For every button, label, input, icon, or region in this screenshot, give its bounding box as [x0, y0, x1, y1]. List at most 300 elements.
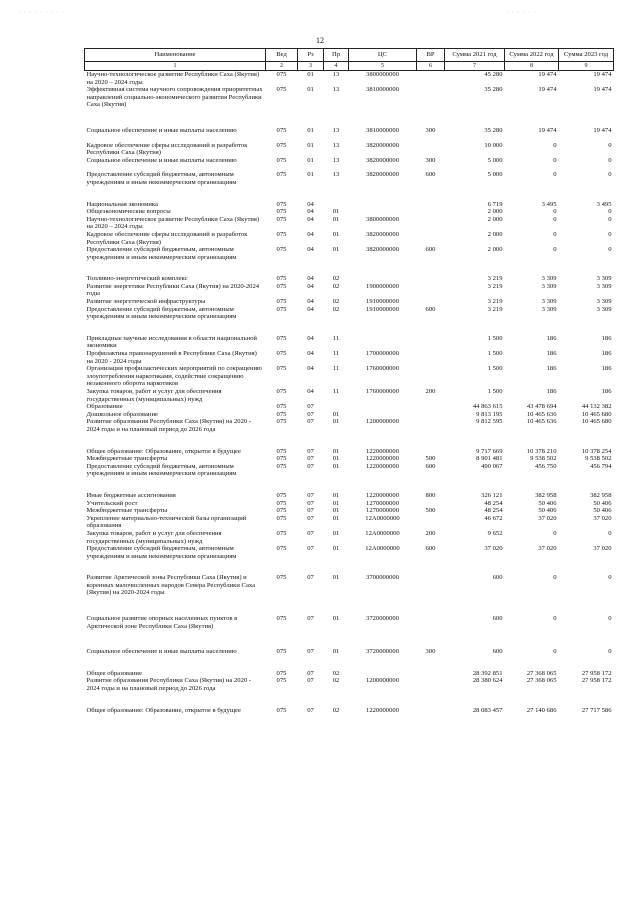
- spacer-cell: [85, 109, 614, 127]
- header-vr: ВР: [417, 49, 445, 62]
- table-row: [85, 515, 614, 530]
- cell-rz: 07: [307, 499, 314, 507]
- cell-ved: 075: [276, 648, 287, 656]
- spacer-cell: [85, 321, 614, 335]
- cell-rz: 04: [307, 200, 314, 208]
- cell-sum-2021: 600: [492, 615, 503, 623]
- cell-sum-2022: 50 406: [538, 499, 557, 507]
- cell-sum-2022: 0: [553, 246, 557, 254]
- table-row: [85, 283, 614, 298]
- cell-sum-2022: 0: [553, 215, 557, 223]
- table-row: [85, 216, 614, 231]
- cell-rz: 01: [307, 156, 314, 164]
- cell-rz: 01: [307, 126, 314, 134]
- cell-name: Развитие Арктической зоны Республики Саха (Якутия) и коренных малочисленных народов Севера Республики Саха (Якутия) на 2020-2024 годы: [86, 574, 256, 597]
- cell-sum-2022: 0: [553, 156, 557, 164]
- cell-sum-2022: 382 958: [535, 491, 557, 499]
- cell-ved: 075: [276, 507, 287, 515]
- cell-rz: 07: [307, 491, 314, 499]
- cell-sum-2023: 37 020: [593, 514, 612, 522]
- cell-name: Предоставление субсидий бюджетным, автономным учреждениям и иным некоммерческим организациям: [86, 462, 237, 478]
- cell-rz: 04: [307, 388, 314, 395]
- table-spacer-row: [85, 135, 614, 142]
- cell-vr: [417, 677, 445, 692]
- cell-cs: [349, 403, 417, 411]
- cell-sum-2021: 5 000: [487, 156, 503, 164]
- cell-sum-2023: 27 717 586: [581, 706, 612, 714]
- spacer-cell: [85, 135, 614, 142]
- cell-pr: 11: [332, 365, 340, 373]
- table-row: [85, 157, 614, 165]
- cell-vr: 800: [425, 491, 436, 499]
- cell-vr: 200: [425, 388, 436, 395]
- cell-pr: 01: [332, 230, 340, 238]
- cell-name: Предоставление субсидий бюджетным, автономным учреждениям и иным некоммерческим организациям: [86, 171, 237, 186]
- cell-sum-2023: 9 538 502: [585, 455, 612, 463]
- cell-name: Иные бюджетные ассигнования: [86, 491, 176, 499]
- cell-ved: 075: [276, 529, 287, 537]
- cell-vr: [417, 500, 445, 508]
- column-index: 8: [505, 62, 559, 71]
- cell-ved: 075: [276, 499, 287, 507]
- cell-sum-2022: 3 309: [541, 275, 557, 283]
- cell-name: Общее образование: Образование, открытое в будущее: [86, 447, 241, 455]
- table-row: [85, 403, 614, 411]
- cell-ved: 075: [276, 669, 287, 677]
- cell-rz: 07: [307, 545, 314, 553]
- table-spacer-row: [85, 164, 614, 171]
- table-spacer-row: [85, 597, 614, 615]
- table-row: [85, 455, 614, 463]
- table-row: [85, 127, 614, 135]
- table-spacer-row: [85, 321, 614, 335]
- cell-vr: 600: [425, 545, 436, 553]
- cell-sum-2021: 1 500: [487, 350, 503, 358]
- cell-pr: 01: [332, 246, 340, 254]
- table-spacer-row: [85, 434, 614, 448]
- cell-pr: 01: [332, 615, 340, 623]
- cell-pr: 02: [332, 706, 340, 714]
- cell-sum-2021: 2 000: [487, 230, 503, 238]
- cell-vr: [417, 365, 445, 388]
- cell-vr: [417, 403, 445, 411]
- cell-sum-2023: 0: [608, 141, 612, 149]
- column-index-row: [85, 62, 614, 71]
- table-row: [85, 615, 614, 630]
- cell-ved: 075: [276, 455, 287, 463]
- cell-pr: 02: [332, 305, 340, 313]
- cell-ved: 075: [276, 298, 287, 306]
- cell-cs: 1220000000: [366, 462, 399, 470]
- cell-sum-2023: 3 495: [596, 200, 612, 208]
- cell-cs: 1700000000: [366, 350, 399, 358]
- cell-cs: [349, 670, 417, 678]
- cell-sum-2023: 0: [608, 529, 612, 537]
- cell-cs: 1270000000: [366, 507, 399, 515]
- cell-sum-2021: 9 652: [487, 529, 503, 537]
- cell-pr: 01: [332, 215, 340, 223]
- cell-pr: 02: [332, 298, 340, 306]
- cell-ved: 075: [276, 246, 287, 254]
- budget-table: [84, 48, 614, 714]
- cell-sum-2023: 0: [608, 215, 612, 223]
- cell-rz: 04: [307, 298, 314, 306]
- table-row: [85, 86, 614, 109]
- cell-sum-2021: 2 000: [487, 246, 503, 254]
- cell-sum-2021: 5 000: [487, 171, 503, 179]
- cell-name: Дошкольное образование: [86, 410, 158, 418]
- cell-sum-2022: 186: [546, 334, 557, 342]
- cell-ved: 075: [276, 200, 287, 208]
- cell-sum-2021: 8 901 481: [476, 455, 503, 463]
- spacer-cell: [85, 164, 614, 171]
- cell-cs: 3700000000: [366, 574, 399, 582]
- cell-sum-2022: 0: [553, 529, 557, 537]
- column-index: 9: [559, 62, 614, 71]
- cell-name: Профилактика правонарушений в Республике Саха (Якутия) на 2020 - 2024 годы: [86, 350, 257, 365]
- cell-rz: 07: [307, 455, 314, 463]
- cell-sum-2022: 0: [553, 615, 557, 623]
- cell-cs: 3800000000: [366, 215, 399, 223]
- cell-ved: 075: [276, 615, 287, 623]
- cell-vr: [417, 86, 445, 109]
- cell-name: Развитие энергетической инфраструктуры: [86, 298, 206, 306]
- cell-sum-2021: 35 280: [484, 126, 503, 134]
- cell-vr: [417, 208, 445, 216]
- cell-pr: 01: [332, 507, 340, 515]
- cell-ved: 075: [276, 215, 287, 223]
- cell-rz: 04: [307, 230, 314, 238]
- cell-cs: [349, 335, 417, 350]
- cell-sum-2021: 44 863 615: [472, 403, 503, 411]
- cell-sum-2022: 37 020: [538, 545, 557, 553]
- table-row: [85, 365, 614, 388]
- table-row: [85, 677, 614, 692]
- cell-vr: [417, 231, 445, 246]
- cell-name: Предоставление субсидий бюджетным, автономным учреждениям и иным некоммерческим организациям: [86, 545, 237, 560]
- cell-rz: 07: [307, 669, 314, 677]
- cell-rz: 07: [307, 648, 314, 656]
- cell-vr: 600: [425, 246, 436, 254]
- column-index: 6: [417, 62, 445, 71]
- cell-sum-2023: 3 309: [596, 305, 612, 313]
- cell-sum-2022: 50 406: [538, 507, 557, 515]
- spacer-cell: [85, 597, 614, 615]
- cell-rz: 01: [307, 86, 314, 94]
- cell-rz: 04: [307, 350, 314, 358]
- cell-sum-2022: 0: [553, 171, 557, 179]
- cell-sum-2022: 19 474: [538, 71, 557, 78]
- cell-sum-2023: 10 378 254: [581, 447, 612, 455]
- cell-rz: 07: [307, 529, 314, 537]
- cell-cs: 1200000000: [366, 418, 399, 426]
- cell-vr: 500: [425, 455, 436, 463]
- spacer-cell: [85, 656, 614, 670]
- header-sum-2021: Сумма 2021 год: [445, 49, 505, 62]
- cell-ved: 075: [276, 388, 287, 395]
- cell-sum-2022: 3 495: [541, 200, 557, 208]
- cell-pr: 01: [332, 499, 340, 507]
- cell-sum-2023: 50 406: [593, 499, 612, 507]
- cell-cs: 1760000000: [366, 365, 399, 373]
- table-row: [85, 388, 614, 403]
- cell-cs: 3810000000: [366, 126, 399, 134]
- cell-sum-2021: 2 000: [487, 208, 503, 216]
- cell-rz: 04: [307, 215, 314, 223]
- cell-pr: 01: [332, 208, 340, 216]
- cell-vr: [417, 71, 445, 87]
- cell-sum-2022: 3 309: [541, 305, 557, 313]
- table-row: [85, 507, 614, 515]
- cell-sum-2023: 186: [601, 388, 612, 395]
- header-name: Наименование: [85, 49, 266, 62]
- cell-sum-2022: 10 378 210: [526, 447, 557, 455]
- cell-ved: 075: [276, 275, 287, 283]
- cell-cs: 1910000000: [366, 305, 399, 313]
- cell-sum-2023: 0: [608, 574, 612, 582]
- cell-vr: 600: [425, 171, 436, 179]
- cell-sum-2021: 35 280: [484, 86, 503, 94]
- cell-sum-2021: 3 219: [487, 298, 503, 306]
- cell-pr: 01: [332, 491, 340, 499]
- cell-pr: 01: [332, 447, 340, 455]
- cell-sum-2022: 456 750: [535, 462, 557, 470]
- cell-sum-2021: 600: [492, 648, 503, 656]
- cell-ved: 075: [276, 156, 287, 164]
- cell-name: Топливно-энергетический комплекс: [86, 275, 188, 283]
- table-row: [85, 335, 614, 350]
- cell-vr: [417, 142, 445, 157]
- cell-rz: 07: [307, 403, 314, 411]
- cell-vr: [417, 615, 445, 630]
- cell-cs: 1200000000: [366, 677, 399, 685]
- column-index: 3: [298, 62, 324, 71]
- cell-pr: 01: [332, 514, 340, 522]
- cell-cs: 1760000000: [366, 388, 399, 395]
- cell-sum-2023: 382 958: [590, 491, 612, 499]
- cell-sum-2022: 10 465 636: [526, 418, 557, 426]
- table-row: [85, 71, 614, 87]
- cell-rz: 07: [307, 410, 314, 418]
- cell-name: Укрепление материально-технической базы организаций образования: [86, 514, 247, 530]
- cell-rz: 07: [307, 507, 314, 515]
- cell-sum-2023: 37 020: [593, 545, 612, 553]
- cell-name: Прикладные научные исследования в области национальной экономики: [86, 334, 257, 350]
- cell-pr: 13: [332, 126, 340, 134]
- page-number: 12: [316, 36, 324, 45]
- cell-cs: 1220000000: [366, 447, 399, 455]
- cell-sum-2021: 9 812 595: [476, 418, 503, 426]
- cell-pr: 01: [332, 455, 340, 463]
- cell-name: Развитие образования Республики Саха (Якутия) на 2020 - 2024 годы и на плановый период до 2026 года: [86, 677, 252, 693]
- cell-sum-2022: 0: [553, 230, 557, 238]
- table-row: [85, 448, 614, 456]
- cell-sum-2023: 456 794: [590, 462, 612, 470]
- cell-sum-2023: 10 465 680: [581, 418, 612, 426]
- cell-pr: 02: [332, 677, 340, 685]
- cell-cs: 3720000000: [366, 615, 399, 623]
- cell-cs: 12А0000000: [365, 514, 400, 522]
- cell-sum-2022: 19 474: [538, 126, 557, 134]
- cell-cs: 3800000000: [366, 71, 399, 78]
- cell-sum-2023: 0: [608, 208, 612, 216]
- cell-sum-2021: 10 000: [484, 141, 503, 149]
- cell-sum-2021: 600: [492, 574, 503, 582]
- header-sum-2023: Сумма 2023 год: [559, 49, 614, 62]
- cell-sum-2021: 48 254: [484, 507, 503, 515]
- cell-name: Организация профилактических мероприятий по сокращению злоупотребления наркотиками, содействие сокращению незаконного оборота наркотиков: [86, 365, 262, 388]
- cell-name: Закупка товаров, работ и услуг для обеспечения государственных (муниципальных) нужд: [86, 388, 222, 403]
- cell-sum-2021: 28 083 457: [472, 706, 503, 714]
- cell-sum-2023: 0: [608, 615, 612, 623]
- table-spacer-row: [85, 261, 614, 275]
- cell-ved: 075: [276, 410, 287, 418]
- cell-ved: 075: [276, 208, 287, 216]
- cell-sum-2021: 28 392 851: [472, 669, 503, 677]
- header-ved: Вед: [266, 49, 298, 62]
- cell-ved: 075: [276, 126, 287, 134]
- cell-cs: 1910000000: [366, 298, 399, 306]
- column-index: 7: [445, 62, 505, 71]
- cell-pr: 02: [332, 275, 340, 283]
- cell-cs: 3810000000: [366, 86, 399, 94]
- cell-ved: 075: [276, 462, 287, 470]
- cell-pr: 11: [332, 350, 340, 358]
- cell-name: Общеэкономические вопросы: [86, 208, 171, 216]
- spacer-cell: [85, 630, 614, 648]
- table-row: [85, 530, 614, 545]
- cell-cs: 3820000000: [366, 141, 399, 149]
- cell-rz: 04: [307, 365, 314, 373]
- cell-sum-2021: 1 500: [487, 334, 503, 342]
- cell-sum-2023: 19 474: [593, 126, 612, 134]
- cell-vr: [417, 574, 445, 597]
- table-row: [85, 231, 614, 246]
- cell-cs: 3820000000: [366, 156, 399, 164]
- cell-ved: 075: [276, 447, 287, 455]
- cell-ved: 075: [276, 574, 287, 582]
- cell-rz: 01: [307, 171, 314, 179]
- header-rz: Рз: [298, 49, 324, 62]
- cell-vr: [417, 448, 445, 456]
- cell-vr: 600: [425, 305, 436, 313]
- cell-name: Межбюджетные трансферты: [86, 507, 168, 515]
- cell-sum-2023: 3 309: [596, 282, 612, 290]
- table-row: [85, 411, 614, 419]
- cell-name: Кадровое обеспечение сферы исследований и разработок Республики Саха (Якутия): [86, 141, 248, 157]
- column-index: 4: [324, 62, 349, 71]
- table-header-row: [85, 49, 614, 62]
- cell-sum-2023: 0: [608, 648, 612, 656]
- cell-sum-2023: 27 958 172: [581, 669, 612, 677]
- spacer-cell: [85, 478, 614, 492]
- cell-ved: 075: [276, 350, 287, 358]
- table-row: [85, 500, 614, 508]
- column-index: 5: [349, 62, 417, 71]
- cell-rz: 04: [307, 275, 314, 283]
- table-row: [85, 648, 614, 656]
- table-row: [85, 463, 614, 478]
- cell-name: Эффективная система научного сопровождения приоритетных направлений социально-экономического развития Республики Саха (Якутия): [86, 86, 263, 109]
- table-spacer-row: [85, 478, 614, 492]
- cell-sum-2023: 0: [608, 230, 612, 238]
- cell-name: Предоставление субсидий бюджетным, автономным учреждениям и иным некоммерческим организациям: [86, 305, 237, 321]
- cell-rz: 07: [307, 447, 314, 455]
- cell-cs: 3820000000: [366, 246, 399, 254]
- column-index: 2: [266, 62, 298, 71]
- cell-cs: 12А0000000: [365, 545, 400, 553]
- cell-cs: [349, 411, 417, 419]
- cell-sum-2022: 0: [553, 208, 557, 216]
- cell-vr: [417, 670, 445, 678]
- cell-pr: 01: [332, 545, 340, 553]
- cell-vr: 500: [425, 507, 436, 515]
- cell-rz: 07: [307, 706, 314, 714]
- cell-vr: [417, 411, 445, 419]
- cell-rz: 07: [307, 615, 314, 623]
- cell-vr: [417, 515, 445, 530]
- cell-sum-2023: 0: [608, 246, 612, 254]
- scan-mark-left: · · · · · · · · ·: [18, 10, 65, 16]
- header-pr: Пр: [324, 49, 349, 62]
- cell-rz: 04: [307, 208, 314, 216]
- cell-sum-2022: 3 309: [541, 282, 557, 290]
- cell-name: Развитие энергетики Республики Саха (Якутия) на 2020-2024 годы: [86, 282, 260, 298]
- cell-name: Предоставление субсидий бюджетным, автономным учреждениям и иным некоммерческим организациям: [86, 246, 237, 261]
- table-row: [85, 306, 614, 321]
- cell-pr: 11: [332, 334, 340, 342]
- cell-sum-2022: 0: [553, 574, 557, 582]
- table-spacer-row: [85, 656, 614, 670]
- cell-rz: 07: [307, 462, 314, 470]
- cell-ved: 075: [276, 491, 287, 499]
- cell-ved: 075: [276, 545, 287, 553]
- cell-rz: 07: [307, 677, 314, 685]
- cell-sum-2023: 50 406: [593, 507, 612, 515]
- cell-sum-2023: 0: [608, 171, 612, 179]
- table-spacer-row: [85, 109, 614, 127]
- cell-pr: 01: [332, 418, 340, 426]
- cell-sum-2022: 186: [546, 365, 557, 373]
- cell-vr: 300: [425, 126, 436, 134]
- cell-rz: 01: [307, 71, 314, 78]
- cell-ved: 075: [276, 71, 287, 78]
- cell-sum-2023: 3 309: [596, 298, 612, 306]
- cell-sum-2022: 186: [546, 388, 557, 395]
- cell-vr: [417, 275, 445, 283]
- cell-vr: [417, 707, 445, 715]
- cell-pr: 01: [332, 648, 340, 656]
- table-spacer-row: [85, 693, 614, 707]
- cell-cs: 1900000000: [366, 282, 399, 290]
- cell-name: Социальное обеспечение и иные выплаты населению: [86, 126, 237, 134]
- cell-sum-2021: 37 020: [484, 545, 503, 553]
- cell-sum-2021: 46 672: [484, 514, 503, 522]
- table-row: [85, 707, 614, 715]
- cell-sum-2021: 3 219: [487, 305, 503, 313]
- cell-ved: 075: [276, 403, 287, 411]
- cell-sum-2021: 1 500: [487, 365, 503, 373]
- cell-name: Социальное обеспечение и иные выплаты населению: [86, 648, 237, 656]
- cell-sum-2021: 1 500: [487, 388, 503, 395]
- cell-ved: 075: [276, 305, 287, 313]
- cell-vr: 200: [425, 529, 436, 537]
- cell-sum-2021: 6 719: [487, 200, 503, 208]
- cell-sum-2023: 19 474: [593, 71, 612, 78]
- spacer-cell: [85, 560, 614, 574]
- cell-cs: 1270000000: [366, 499, 399, 507]
- cell-pr: 13: [332, 71, 340, 78]
